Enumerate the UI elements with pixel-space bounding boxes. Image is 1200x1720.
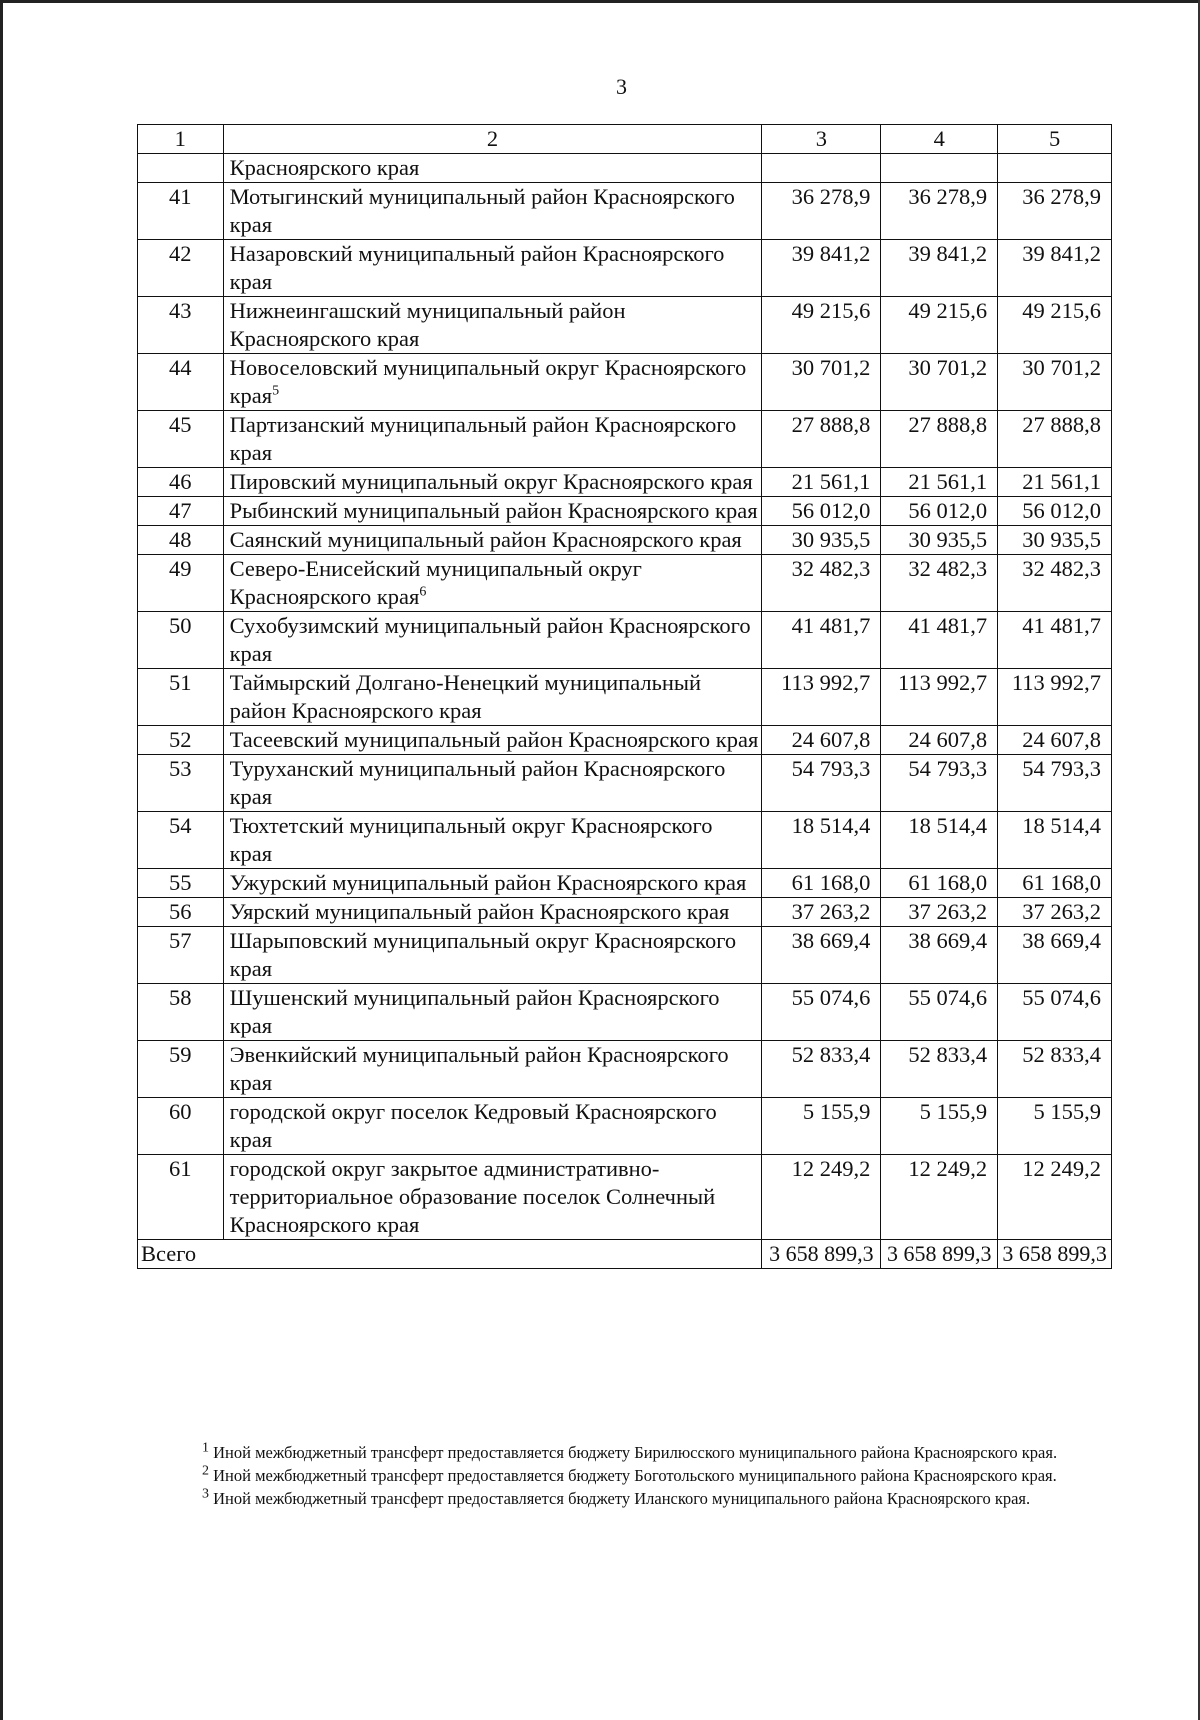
municipality-name: Нижнеингашский муниципальный район Красноярского края <box>229 298 626 351</box>
value-cell <box>762 154 881 183</box>
value-cell: 55 074,6 <box>998 984 1112 1041</box>
municipality-name-cell <box>223 555 762 612</box>
municipality-name: Саянский муниципальный район Красноярского края <box>229 527 742 552</box>
municipality-name-cell <box>223 411 762 468</box>
municipality-name: Мотыгинский муниципальный район Красноярского края <box>229 184 735 237</box>
table-row <box>138 526 1112 555</box>
table-row <box>138 1041 1112 1098</box>
value-cell: 52 833,4 <box>998 1041 1112 1098</box>
row-number-cell: 49 <box>138 555 224 612</box>
table-row <box>138 812 1112 869</box>
row-number-cell: 44 <box>138 354 224 411</box>
municipality-name: городской округ поселок Кедровый Красноярского края <box>229 1099 717 1152</box>
value-cell: 18 514,4 <box>998 812 1112 869</box>
table-row <box>138 898 1112 927</box>
value-cell: 49 215,6 <box>881 297 998 354</box>
municipality-name-cell <box>223 669 762 726</box>
value-cell <box>881 154 998 183</box>
value-cell: 12 249,2 <box>762 1155 881 1240</box>
row-number-cell: 53 <box>138 755 224 812</box>
table-row <box>138 468 1112 497</box>
value-cell: 61 168,0 <box>881 869 998 898</box>
value-cell: 30 701,2 <box>998 354 1112 411</box>
value-cell: 5 155,9 <box>881 1098 998 1155</box>
table-row <box>138 984 1112 1041</box>
footnote-ref: 5 <box>272 383 280 399</box>
municipality-name-cell <box>223 984 762 1041</box>
value-cell: 56 012,0 <box>881 497 998 526</box>
municipality-name: Новоселовский муниципальный округ Красноярского края <box>229 355 747 408</box>
row-number-cell: 52 <box>138 726 224 755</box>
value-cell: 36 278,9 <box>881 183 998 240</box>
footnote-text: Иной межбюджетный трансферт предоставляется бюджету Боготольского муниципального района Красноярского края. <box>213 1466 1057 1485</box>
municipality-name: Пировский муниципальный округ Красноярского края <box>229 469 753 494</box>
value-cell: 113 992,7 <box>881 669 998 726</box>
value-cell: 12 249,2 <box>881 1155 998 1240</box>
municipality-name: Рыбинский муниципальный район Красноярского края <box>229 498 758 523</box>
municipality-name: Туруханский муниципальный район Красноярского края <box>229 756 726 809</box>
municipality-name: Шушенский муниципальный район Красноярского края <box>229 985 720 1038</box>
value-cell: 21 561,1 <box>998 468 1112 497</box>
row-number-cell: 47 <box>138 497 224 526</box>
page-number: 3 <box>616 74 627 99</box>
footnote-mark: 2 <box>202 1463 209 1479</box>
value-cell: 52 833,4 <box>762 1041 881 1098</box>
value-cell: 38 669,4 <box>762 927 881 984</box>
table-row <box>138 183 1112 240</box>
table-row <box>138 755 1112 812</box>
value-cell: 55 074,6 <box>762 984 881 1041</box>
budget-table-body <box>138 125 1112 1269</box>
value-cell <box>998 154 1112 183</box>
municipality-name: Тюхтетский муниципальный округ Красноярского края <box>229 813 713 866</box>
header-cell: 4 <box>881 125 998 154</box>
value-cell: 32 482,3 <box>998 555 1112 612</box>
header-cell: 3 <box>762 125 881 154</box>
footnote-mark: 1 <box>202 1440 209 1456</box>
value-cell: 27 888,8 <box>762 411 881 468</box>
table-header-row <box>138 125 1112 154</box>
value-cell: 12 249,2 <box>998 1155 1112 1240</box>
row-number-cell: 48 <box>138 526 224 555</box>
value-cell: 54 793,3 <box>762 755 881 812</box>
table-row <box>138 297 1112 354</box>
municipality-name-cell <box>223 183 762 240</box>
value-cell: 38 669,4 <box>998 927 1112 984</box>
table-row <box>138 411 1112 468</box>
row-number-cell: 51 <box>138 669 224 726</box>
table-row <box>138 669 1112 726</box>
municipality-name: Уярский муниципальный район Красноярского края <box>229 899 730 924</box>
municipality-name: Северо-Енисейский муниципальный округ Красноярского края <box>229 556 642 609</box>
municipality-name-cell <box>223 927 762 984</box>
value-cell: 39 841,2 <box>881 240 998 297</box>
continuation-row <box>138 154 1112 183</box>
total-value-cell: 3 658 899,3 <box>881 1240 998 1269</box>
budget-table <box>137 124 1112 1269</box>
row-number-cell: 54 <box>138 812 224 869</box>
value-cell: 41 481,7 <box>881 612 998 669</box>
municipality-name-cell <box>223 1041 762 1098</box>
table-row <box>138 1155 1112 1240</box>
row-number-cell: 57 <box>138 927 224 984</box>
row-number-cell: 45 <box>138 411 224 468</box>
value-cell: 38 669,4 <box>881 927 998 984</box>
value-cell: 39 841,2 <box>998 240 1112 297</box>
value-cell: 61 168,0 <box>762 869 881 898</box>
value-cell: 18 514,4 <box>881 812 998 869</box>
header-cell: 5 <box>998 125 1112 154</box>
total-value-cell: 3 658 899,3 <box>998 1240 1112 1269</box>
value-cell: 37 263,2 <box>762 898 881 927</box>
value-cell: 30 935,5 <box>881 526 998 555</box>
value-cell: 30 701,2 <box>762 354 881 411</box>
value-cell: 36 278,9 <box>998 183 1112 240</box>
municipality-name: Сухобузимский муниципальный район Красноярского края <box>229 613 751 666</box>
table-row <box>138 869 1112 898</box>
municipality-name: Красноярского края <box>223 154 762 183</box>
value-cell: 41 481,7 <box>762 612 881 669</box>
value-cell: 61 168,0 <box>998 869 1112 898</box>
value-cell: 37 263,2 <box>998 898 1112 927</box>
row-number-cell: 43 <box>138 297 224 354</box>
row-number-cell: 50 <box>138 612 224 669</box>
row-number-cell: 61 <box>138 1155 224 1240</box>
table-row <box>138 927 1112 984</box>
value-cell: 52 833,4 <box>881 1041 998 1098</box>
value-cell: 113 992,7 <box>998 669 1112 726</box>
municipality-name-cell <box>223 1155 762 1240</box>
municipality-name-cell <box>223 526 762 555</box>
value-cell: 27 888,8 <box>998 411 1112 468</box>
municipality-name: Таймырский Долгано-Ненецкий муниципальный район Красноярского края <box>229 670 702 723</box>
municipality-name: городской округ закрытое административно-территориальное образование поселок Солнечный Красноярского края <box>229 1156 716 1237</box>
value-cell: 37 263,2 <box>881 898 998 927</box>
value-cell: 49 215,6 <box>998 297 1112 354</box>
row-number-cell: 56 <box>138 898 224 927</box>
total-value-cell: 3 658 899,3 <box>762 1240 881 1269</box>
scan-border-top <box>0 0 1200 3</box>
municipality-name: Шарыповский муниципальный округ Красноярского края <box>229 928 737 981</box>
municipality-name: Тасеевский муниципальный район Красноярского края <box>229 727 759 752</box>
table-row <box>138 726 1112 755</box>
municipality-name-cell <box>223 898 762 927</box>
value-cell: 27 888,8 <box>881 411 998 468</box>
municipality-name-cell <box>223 726 762 755</box>
footnote-1 <box>137 1441 1112 1464</box>
municipality-name-cell <box>223 468 762 497</box>
value-cell: 30 935,5 <box>762 526 881 555</box>
header-cell: 1 <box>138 125 224 154</box>
table-row <box>138 497 1112 526</box>
row-number-cell: 59 <box>138 1041 224 1098</box>
total-label: Всего <box>138 1240 762 1269</box>
table-row <box>138 555 1112 612</box>
municipality-name-cell <box>223 354 762 411</box>
row-number-cell: 41 <box>138 183 224 240</box>
municipality-name: Назаровский муниципальный район Красноярского края <box>229 241 725 294</box>
row-number-cell <box>138 154 224 183</box>
value-cell: 30 935,5 <box>998 526 1112 555</box>
footnote-3 <box>137 1487 1112 1510</box>
row-number-cell: 42 <box>138 240 224 297</box>
total-row <box>138 1240 1112 1269</box>
value-cell: 39 841,2 <box>762 240 881 297</box>
value-cell: 41 481,7 <box>998 612 1112 669</box>
value-cell: 36 278,9 <box>762 183 881 240</box>
value-cell: 24 607,8 <box>881 726 998 755</box>
value-cell: 56 012,0 <box>998 497 1112 526</box>
municipality-name-cell <box>223 497 762 526</box>
table-row <box>138 612 1112 669</box>
municipality-name: Ужурский муниципальный район Красноярского края <box>229 870 747 895</box>
footnote-2 <box>137 1464 1112 1487</box>
table-row <box>138 240 1112 297</box>
value-cell: 21 561,1 <box>762 468 881 497</box>
footnote-ref: 6 <box>419 584 427 600</box>
value-cell: 56 012,0 <box>762 497 881 526</box>
municipality-name: Партизанский муниципальный район Красноярского края <box>229 412 737 465</box>
row-number-cell: 60 <box>138 1098 224 1155</box>
header-cell: 2 <box>223 125 762 154</box>
table-row <box>138 354 1112 411</box>
value-cell: 32 482,3 <box>881 555 998 612</box>
municipality-name-cell <box>223 1098 762 1155</box>
value-cell: 5 155,9 <box>998 1098 1112 1155</box>
scan-border-left <box>0 0 3 1720</box>
municipality-name-cell <box>223 869 762 898</box>
value-cell: 113 992,7 <box>762 669 881 726</box>
municipality-name: Эвенкийский муниципальный район Красноярского края <box>229 1042 729 1095</box>
row-number-cell: 58 <box>138 984 224 1041</box>
value-cell: 18 514,4 <box>762 812 881 869</box>
municipality-name-cell <box>223 812 762 869</box>
municipality-name-cell <box>223 755 762 812</box>
footnotes <box>137 1441 1112 1510</box>
value-cell: 24 607,8 <box>762 726 881 755</box>
value-cell: 54 793,3 <box>881 755 998 812</box>
value-cell: 32 482,3 <box>762 555 881 612</box>
row-number-cell: 46 <box>138 468 224 497</box>
value-cell: 30 701,2 <box>881 354 998 411</box>
value-cell: 21 561,1 <box>881 468 998 497</box>
value-cell: 24 607,8 <box>998 726 1112 755</box>
value-cell: 55 074,6 <box>881 984 998 1041</box>
municipality-name-cell <box>223 297 762 354</box>
row-number-cell: 55 <box>138 869 224 898</box>
footnote-text: Иной межбюджетный трансферт предоставляется бюджету Бирилюсского муниципального района Красноярского края. <box>213 1443 1058 1462</box>
table-row <box>138 1098 1112 1155</box>
value-cell: 54 793,3 <box>998 755 1112 812</box>
value-cell: 5 155,9 <box>762 1098 881 1155</box>
value-cell: 49 215,6 <box>762 297 881 354</box>
municipality-name-cell <box>223 240 762 297</box>
municipality-name-cell <box>223 612 762 669</box>
footnote-text: Иной межбюджетный трансферт предоставляется бюджету Иланского муниципального района Красноярского края. <box>213 1489 1031 1508</box>
footnote-mark: 3 <box>202 1486 209 1502</box>
